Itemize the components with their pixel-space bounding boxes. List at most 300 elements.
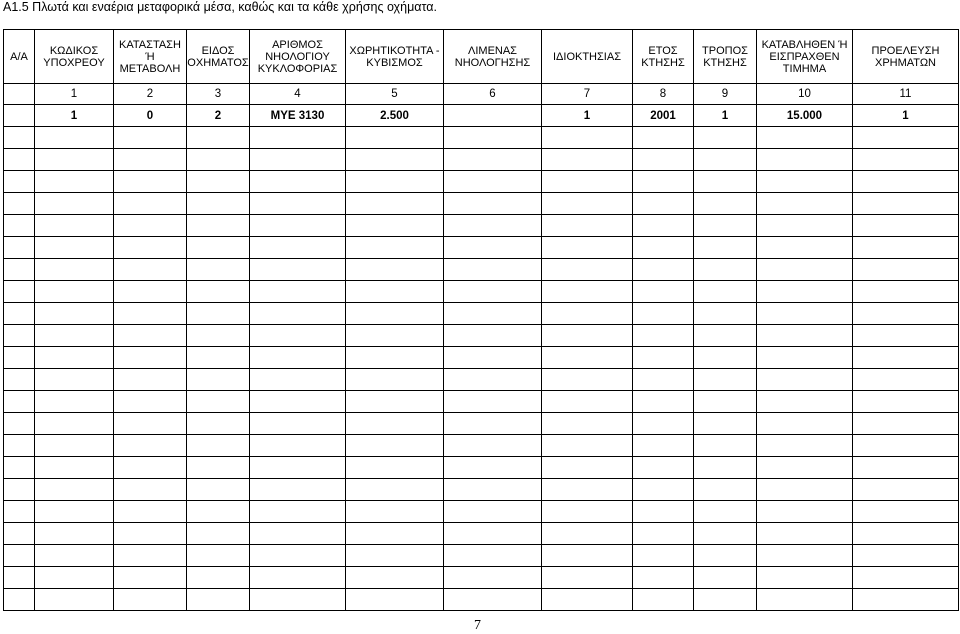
empty-table-cell — [757, 303, 853, 325]
empty-table-cell — [757, 479, 853, 501]
empty-table-cell — [4, 391, 35, 413]
empty-table-cell — [757, 281, 853, 303]
empty-table-cell — [853, 149, 959, 171]
empty-table-cell — [250, 545, 346, 567]
empty-table-cell — [542, 523, 633, 545]
empty-table-cell — [633, 479, 694, 501]
empty-table-cell — [250, 479, 346, 501]
empty-table-cell — [114, 215, 187, 237]
empty-table-cell — [35, 193, 114, 215]
empty-table-cell — [346, 193, 444, 215]
empty-table-cell — [694, 347, 757, 369]
empty-table-cell — [694, 127, 757, 149]
empty-table-cell — [444, 523, 542, 545]
empty-table-cell — [757, 413, 853, 435]
empty-table-cell — [853, 501, 959, 523]
empty-table-cell — [444, 149, 542, 171]
empty-table-cell — [35, 589, 114, 611]
empty-table-cell — [187, 303, 250, 325]
column-number-row — [4, 84, 959, 105]
empty-table-cell — [633, 281, 694, 303]
empty-table-cell — [35, 391, 114, 413]
empty-table-cell — [757, 127, 853, 149]
empty-table-cell — [114, 303, 187, 325]
empty-table-cell — [4, 259, 35, 281]
empty-table-cell — [187, 391, 250, 413]
empty-table-row — [4, 369, 959, 391]
empty-table-cell — [250, 435, 346, 457]
empty-table-cell — [114, 479, 187, 501]
empty-table-cell — [633, 501, 694, 523]
empty-table-cell — [4, 589, 35, 611]
column-number-cell: 10 — [757, 84, 853, 105]
column-header: ΙΔΙΟΚΤΗΣΙΑΣ — [542, 30, 633, 84]
empty-table-cell — [187, 281, 250, 303]
table-cell: ΜΥΕ 3130 — [250, 105, 346, 127]
empty-table-cell — [853, 589, 959, 611]
empty-table-row — [4, 215, 959, 237]
empty-table-cell — [542, 215, 633, 237]
empty-table-cell — [633, 391, 694, 413]
column-header: ΧΩΡΗΤΙΚΟΤΗΤΑ - ΚΥΒΙΣΜΟΣ — [346, 30, 444, 84]
empty-table-cell — [35, 281, 114, 303]
empty-table-cell — [346, 501, 444, 523]
header-row — [4, 30, 959, 84]
empty-table-cell — [250, 369, 346, 391]
empty-table-cell — [542, 193, 633, 215]
empty-table-cell — [694, 259, 757, 281]
empty-table-cell — [853, 127, 959, 149]
empty-table-cell — [444, 171, 542, 193]
empty-table-cell — [35, 171, 114, 193]
empty-table-cell — [633, 347, 694, 369]
empty-table-cell — [346, 369, 444, 391]
empty-table-cell — [35, 303, 114, 325]
empty-table-cell — [346, 545, 444, 567]
empty-table-row — [4, 325, 959, 347]
empty-table-cell — [250, 457, 346, 479]
empty-table-row — [4, 149, 959, 171]
empty-table-cell — [4, 501, 35, 523]
empty-table-cell — [35, 545, 114, 567]
empty-table-cell — [633, 193, 694, 215]
empty-table-cell — [346, 457, 444, 479]
table-body — [4, 84, 959, 611]
empty-table-cell — [633, 171, 694, 193]
empty-table-cell — [542, 413, 633, 435]
empty-table-cell — [633, 325, 694, 347]
empty-table-cell — [694, 193, 757, 215]
empty-table-cell — [694, 479, 757, 501]
empty-table-cell — [694, 589, 757, 611]
empty-table-cell — [633, 457, 694, 479]
empty-table-cell — [444, 325, 542, 347]
table-cell — [4, 105, 35, 127]
empty-table-cell — [187, 501, 250, 523]
empty-table-cell — [346, 325, 444, 347]
empty-table-cell — [187, 237, 250, 259]
empty-table-cell — [853, 523, 959, 545]
empty-table-cell — [4, 215, 35, 237]
empty-table-cell — [633, 149, 694, 171]
empty-table-cell — [114, 413, 187, 435]
empty-table-cell — [853, 369, 959, 391]
table-cell: 1 — [35, 105, 114, 127]
empty-table-cell — [542, 435, 633, 457]
empty-table-cell — [757, 567, 853, 589]
empty-table-cell — [35, 479, 114, 501]
empty-table-cell — [4, 171, 35, 193]
empty-table-cell — [187, 149, 250, 171]
empty-table-cell — [542, 171, 633, 193]
empty-table-cell — [114, 281, 187, 303]
table-cell: 15.000 — [757, 105, 853, 127]
empty-table-cell — [633, 589, 694, 611]
empty-table-cell — [444, 259, 542, 281]
empty-table-cell — [187, 347, 250, 369]
column-number-cell: 2 — [114, 84, 187, 105]
empty-table-cell — [444, 303, 542, 325]
empty-table-cell — [4, 281, 35, 303]
empty-table-cell — [694, 523, 757, 545]
empty-table-cell — [187, 413, 250, 435]
empty-table-cell — [694, 369, 757, 391]
empty-table-cell — [346, 303, 444, 325]
empty-table-cell — [187, 523, 250, 545]
empty-table-cell — [250, 391, 346, 413]
empty-table-cell — [250, 281, 346, 303]
empty-table-cell — [114, 193, 187, 215]
column-header: ΚΑΤΑΣΤΑΣΗ Ή ΜΕΤΑΒΟΛΗ — [114, 30, 187, 84]
empty-table-cell — [187, 545, 250, 567]
empty-table-cell — [35, 501, 114, 523]
empty-table-cell — [444, 479, 542, 501]
empty-table-row — [4, 457, 959, 479]
empty-table-cell — [444, 369, 542, 391]
empty-table-cell — [444, 457, 542, 479]
empty-table-cell — [114, 127, 187, 149]
empty-table-cell — [444, 501, 542, 523]
empty-table-cell — [542, 589, 633, 611]
column-header: ΕΙΔΟΣ ΟΧΗΜΑΤΟΣ — [187, 30, 250, 84]
empty-table-cell — [4, 127, 35, 149]
empty-table-cell — [346, 347, 444, 369]
column-number-cell: 5 — [346, 84, 444, 105]
empty-table-cell — [346, 171, 444, 193]
empty-table-cell — [757, 435, 853, 457]
column-header: ΛΙΜΕΝΑΣ ΝΗΟΛΟΓΗΣΗΣ — [444, 30, 542, 84]
empty-table-cell — [250, 347, 346, 369]
empty-table-cell — [187, 457, 250, 479]
empty-table-cell — [444, 215, 542, 237]
empty-table-cell — [187, 259, 250, 281]
empty-table-cell — [444, 127, 542, 149]
empty-table-cell — [250, 215, 346, 237]
table-cell: 2 — [187, 105, 250, 127]
empty-table-cell — [853, 171, 959, 193]
empty-table-cell — [35, 259, 114, 281]
empty-table-cell — [114, 237, 187, 259]
empty-table-row — [4, 391, 959, 413]
empty-table-cell — [4, 193, 35, 215]
empty-table-cell — [35, 347, 114, 369]
empty-table-row — [4, 347, 959, 369]
empty-table-cell — [853, 545, 959, 567]
empty-table-cell — [444, 545, 542, 567]
empty-table-cell — [250, 589, 346, 611]
page-number: 7 — [474, 618, 481, 633]
column-number-cell: 9 — [694, 84, 757, 105]
empty-table-cell — [853, 325, 959, 347]
empty-table-cell — [757, 501, 853, 523]
empty-table-cell — [114, 501, 187, 523]
empty-table-cell — [35, 325, 114, 347]
column-number-cell: 8 — [633, 84, 694, 105]
table-cell: 0 — [114, 105, 187, 127]
empty-table-row — [4, 479, 959, 501]
table-cell: 2.500 — [346, 105, 444, 127]
empty-table-cell — [250, 325, 346, 347]
empty-table-cell — [4, 567, 35, 589]
empty-table-cell — [757, 369, 853, 391]
column-number-cell: 11 — [853, 84, 959, 105]
column-number-cell: 6 — [444, 84, 542, 105]
empty-table-cell — [35, 413, 114, 435]
empty-table-cell — [4, 237, 35, 259]
empty-table-cell — [4, 545, 35, 567]
column-number-cell: 4 — [250, 84, 346, 105]
empty-table-cell — [633, 303, 694, 325]
column-header: ΤΡΟΠΟΣ ΚΤΗΣΗΣ — [694, 30, 757, 84]
empty-table-cell — [757, 237, 853, 259]
column-number-cell: 3 — [187, 84, 250, 105]
empty-table-cell — [694, 303, 757, 325]
empty-table-cell — [444, 237, 542, 259]
empty-table-cell — [346, 391, 444, 413]
empty-table-cell — [346, 523, 444, 545]
empty-table-cell — [853, 215, 959, 237]
empty-table-cell — [187, 589, 250, 611]
empty-table-cell — [114, 325, 187, 347]
empty-table-cell — [542, 457, 633, 479]
empty-table-cell — [4, 325, 35, 347]
empty-table-cell — [853, 193, 959, 215]
empty-table-cell — [187, 435, 250, 457]
empty-table-cell — [187, 567, 250, 589]
empty-table-cell — [346, 413, 444, 435]
empty-table-cell — [4, 149, 35, 171]
empty-table-cell — [250, 567, 346, 589]
empty-table-cell — [853, 457, 959, 479]
empty-table-cell — [542, 479, 633, 501]
empty-table-cell — [187, 325, 250, 347]
empty-table-cell — [694, 215, 757, 237]
empty-table-row — [4, 523, 959, 545]
empty-table-cell — [35, 567, 114, 589]
empty-table-cell — [250, 127, 346, 149]
column-header: Α/Α — [4, 30, 35, 84]
column-header: ΕΤΟΣ ΚΤΗΣΗΣ — [633, 30, 694, 84]
empty-table-cell — [114, 589, 187, 611]
empty-table-row — [4, 545, 959, 567]
empty-table-cell — [444, 413, 542, 435]
empty-table-cell — [346, 589, 444, 611]
empty-table-cell — [444, 567, 542, 589]
empty-table-row — [4, 413, 959, 435]
column-header: ΑΡΙΘΜΟΣ ΝΗΟΛΟΓΙΟΥ ΚΥΚΛΟΦΟΡΙΑΣ — [250, 30, 346, 84]
empty-table-cell — [187, 171, 250, 193]
empty-table-cell — [444, 347, 542, 369]
empty-table-cell — [633, 237, 694, 259]
table-row — [4, 105, 959, 127]
empty-table-cell — [187, 215, 250, 237]
empty-table-cell — [250, 523, 346, 545]
empty-table-cell — [542, 347, 633, 369]
vehicles-table — [3, 29, 959, 611]
empty-table-cell — [35, 369, 114, 391]
empty-table-cell — [346, 149, 444, 171]
empty-table-cell — [757, 523, 853, 545]
empty-table-cell — [633, 523, 694, 545]
empty-table-cell — [4, 347, 35, 369]
empty-table-row — [4, 127, 959, 149]
empty-table-cell — [114, 545, 187, 567]
empty-table-cell — [114, 259, 187, 281]
empty-table-row — [4, 589, 959, 611]
empty-table-row — [4, 567, 959, 589]
empty-table-cell — [250, 193, 346, 215]
empty-table-cell — [187, 127, 250, 149]
empty-table-cell — [633, 435, 694, 457]
empty-table-cell — [4, 413, 35, 435]
empty-table-cell — [694, 281, 757, 303]
empty-table-cell — [444, 281, 542, 303]
empty-table-cell — [250, 237, 346, 259]
empty-table-cell — [542, 567, 633, 589]
column-number-cell: 1 — [35, 84, 114, 105]
empty-table-cell — [444, 589, 542, 611]
empty-table-cell — [757, 171, 853, 193]
empty-table-cell — [346, 435, 444, 457]
empty-table-cell — [542, 303, 633, 325]
empty-table-cell — [694, 237, 757, 259]
empty-table-cell — [35, 523, 114, 545]
empty-table-cell — [757, 457, 853, 479]
empty-table-cell — [757, 193, 853, 215]
empty-table-cell — [114, 523, 187, 545]
empty-table-cell — [542, 501, 633, 523]
empty-table-row — [4, 501, 959, 523]
column-number-cell — [4, 84, 35, 105]
empty-table-cell — [757, 215, 853, 237]
empty-table-row — [4, 171, 959, 193]
empty-table-cell — [542, 281, 633, 303]
empty-table-cell — [757, 391, 853, 413]
empty-table-row — [4, 435, 959, 457]
table-cell: 2001 — [633, 105, 694, 127]
empty-table-cell — [694, 435, 757, 457]
empty-table-cell — [346, 281, 444, 303]
empty-table-cell — [853, 435, 959, 457]
empty-table-cell — [4, 523, 35, 545]
empty-table-cell — [694, 171, 757, 193]
table-cell: 1 — [694, 105, 757, 127]
empty-table-cell — [4, 479, 35, 501]
empty-table-cell — [542, 325, 633, 347]
empty-table-cell — [542, 369, 633, 391]
empty-table-cell — [633, 259, 694, 281]
empty-table-cell — [346, 127, 444, 149]
empty-table-cell — [633, 369, 694, 391]
empty-table-row — [4, 259, 959, 281]
column-header: ΚΩΔΙΚΟΣ ΥΠΟΧΡΕΟΥ — [35, 30, 114, 84]
empty-table-cell — [4, 457, 35, 479]
empty-table-cell — [114, 171, 187, 193]
empty-table-cell — [250, 149, 346, 171]
empty-table-cell — [853, 259, 959, 281]
empty-table-cell — [853, 391, 959, 413]
empty-table-cell — [694, 325, 757, 347]
table-cell: 1 — [853, 105, 959, 127]
empty-table-cell — [853, 347, 959, 369]
empty-table-cell — [853, 281, 959, 303]
empty-table-cell — [187, 193, 250, 215]
empty-table-cell — [250, 303, 346, 325]
empty-table-row — [4, 237, 959, 259]
empty-table-cell — [633, 413, 694, 435]
empty-table-cell — [694, 567, 757, 589]
empty-table-cell — [187, 479, 250, 501]
empty-table-cell — [114, 149, 187, 171]
empty-table-cell — [694, 149, 757, 171]
empty-table-cell — [35, 435, 114, 457]
empty-table-cell — [757, 149, 853, 171]
empty-table-cell — [35, 457, 114, 479]
empty-table-cell — [694, 457, 757, 479]
column-header: ΠΡΟΕΛΕΥΣΗ ΧΡΗΜΑΤΩΝ — [853, 30, 959, 84]
column-number-cell: 7 — [542, 84, 633, 105]
empty-table-cell — [633, 545, 694, 567]
empty-table-cell — [542, 391, 633, 413]
empty-table-cell — [346, 215, 444, 237]
empty-table-cell — [250, 413, 346, 435]
document-title: Α1.5 Πλωτά και εναέρια μεταφορικά μέσα, καθώς και τα κάθε χρήσης οχήματα. — [3, 0, 437, 14]
empty-table-cell — [4, 435, 35, 457]
empty-table-cell — [346, 237, 444, 259]
empty-table-row — [4, 281, 959, 303]
empty-table-cell — [4, 303, 35, 325]
empty-table-cell — [542, 127, 633, 149]
empty-table-cell — [114, 391, 187, 413]
empty-table-cell — [444, 391, 542, 413]
table-cell — [444, 105, 542, 127]
empty-table-cell — [542, 237, 633, 259]
empty-table-cell — [757, 545, 853, 567]
empty-table-cell — [35, 237, 114, 259]
empty-table-cell — [187, 369, 250, 391]
column-header: ΚΑΤΑΒΛΗΘΕΝ Ή ΕΙΣΠΡΑΧΘΕΝ ΤΙΜΗΜΑ — [757, 30, 853, 84]
empty-table-cell — [114, 457, 187, 479]
empty-table-row — [4, 303, 959, 325]
empty-table-cell — [853, 303, 959, 325]
empty-table-cell — [633, 567, 694, 589]
empty-table-cell — [114, 435, 187, 457]
empty-table-row — [4, 193, 959, 215]
empty-table-cell — [542, 259, 633, 281]
empty-table-cell — [757, 325, 853, 347]
empty-table-cell — [694, 391, 757, 413]
empty-table-cell — [250, 171, 346, 193]
